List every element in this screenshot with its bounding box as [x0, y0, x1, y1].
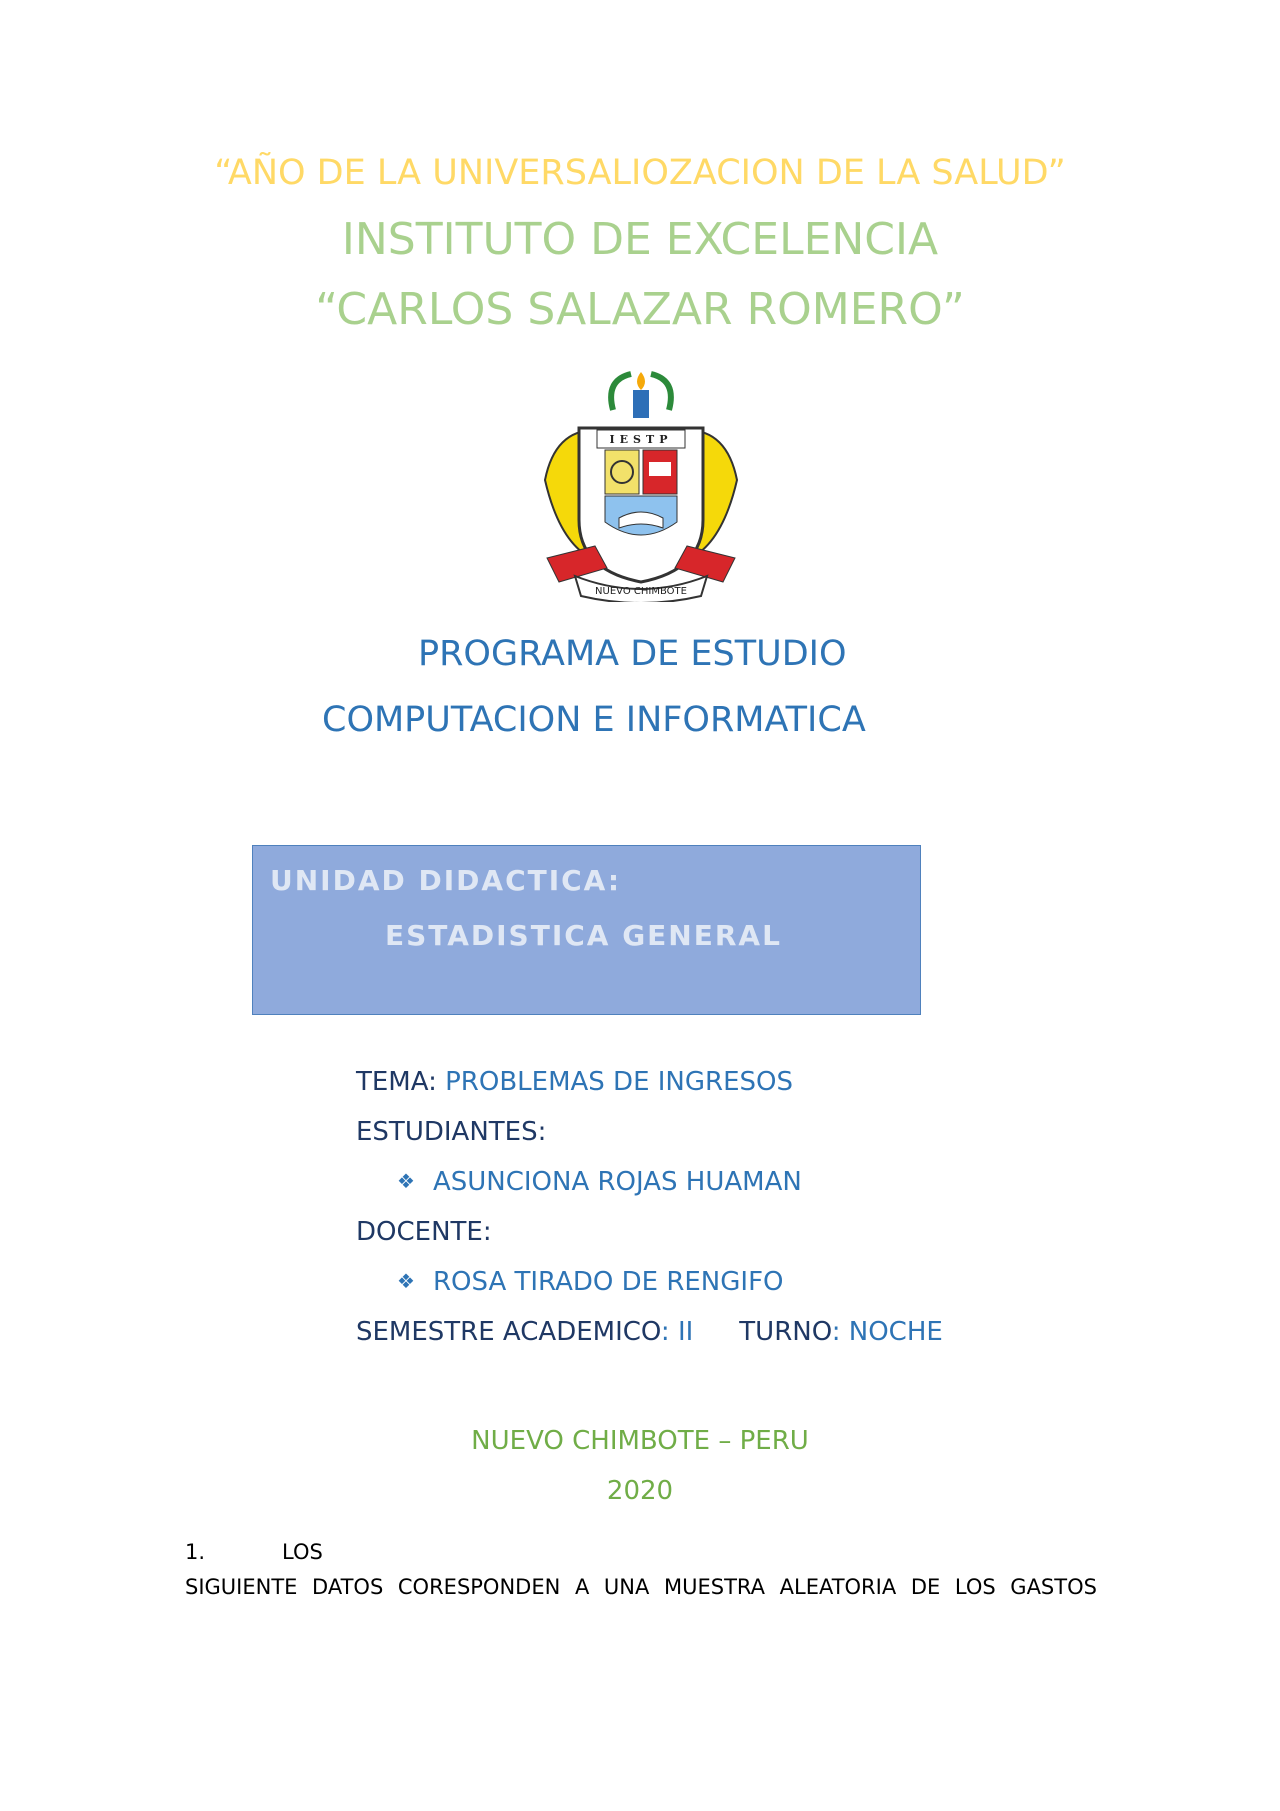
shift-label: TURNO — [739, 1317, 832, 1347]
student-name: ASUNCIONA ROJAS HUAMAN — [432, 1167, 802, 1197]
question-word: GASTOS — [1010, 1575, 1097, 1599]
topic-line — [356, 1067, 793, 1098]
question-number: 1. — [185, 1540, 206, 1564]
unit-box — [252, 845, 921, 1015]
students-label: ESTUDIANTES: — [356, 1117, 547, 1147]
question-word: MUESTRA — [663, 1575, 766, 1599]
logo-top-text: IESTP — [609, 433, 673, 446]
program-name: COMPUTACION E INFORMATICA — [322, 700, 866, 740]
diamond-bullet-icon: ❖ — [397, 1169, 415, 1193]
diamond-bullet-icon: ❖ — [397, 1269, 415, 1293]
logo-ribbon-text: NUEVO CHIMBOTE — [595, 586, 687, 597]
question-word: SIGUIENTE — [185, 1575, 298, 1599]
question-text-line — [185, 1575, 1097, 1599]
question-word: DATOS — [312, 1575, 384, 1599]
institute-crest-logo — [535, 370, 747, 602]
question-word: A — [574, 1575, 590, 1599]
shift-value: : NOCHE — [831, 1317, 943, 1347]
teacher-name: ROSA TIRADO DE RENGIFO — [432, 1267, 784, 1297]
unit-value: ESTADISTICA GENERAL — [385, 919, 782, 952]
question-first-word: LOS — [282, 1540, 323, 1564]
document-year: 2020 — [606, 1476, 674, 1506]
question-word: CORESPONDEN — [397, 1575, 561, 1599]
year-motto: “AÑO DE LA UNIVERSALIOZACION DE LA SALUD” — [214, 153, 1066, 193]
list-item — [397, 1167, 802, 1198]
question-word: DE — [910, 1575, 941, 1599]
question-word: ALEATORIA — [779, 1575, 897, 1599]
teacher-label: DOCENTE: — [356, 1217, 492, 1247]
question-word: UNA — [603, 1575, 650, 1599]
topic-value: PROBLEMAS DE INGRESOS — [436, 1067, 793, 1097]
institute-name-line2: “CARLOS SALAZAR ROMERO” — [315, 284, 965, 335]
question-word: LOS — [954, 1575, 996, 1599]
semester-label: SEMESTRE ACADEMICO — [356, 1317, 661, 1347]
program-title: PROGRAMA DE ESTUDIO — [418, 634, 847, 674]
topic-label: TEMA: — [356, 1067, 437, 1097]
semester-value: : II — [660, 1317, 694, 1347]
semester-shift-line — [356, 1317, 943, 1348]
city-country: NUEVO CHIMBOTE – PERU — [471, 1426, 809, 1456]
institute-name-line1: INSTITUTO DE EXCELENCIA — [341, 214, 939, 265]
list-item — [397, 1267, 784, 1298]
unit-label: UNIDAD DIDACTICA: — [270, 864, 622, 897]
